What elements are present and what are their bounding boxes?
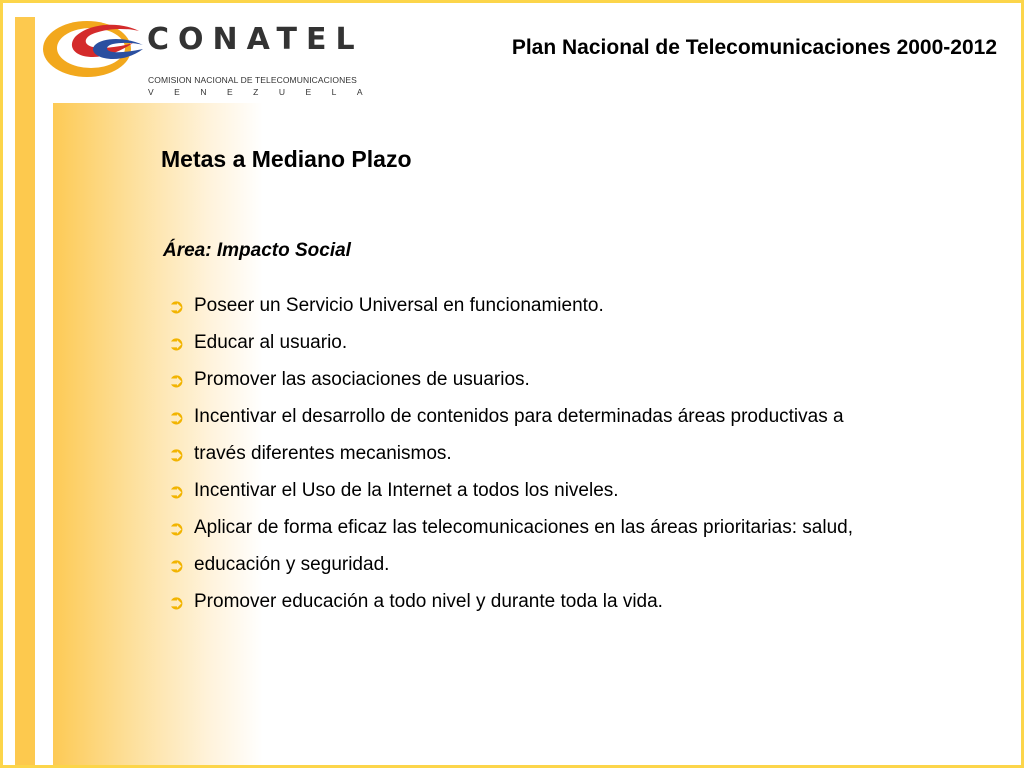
list-item-text: Educar al usuario. [194,331,348,353]
arrow-bullet-icon: ➲ [168,589,185,614]
arrow-bullet-icon: ➲ [168,441,185,466]
arrow-bullet-icon: ➲ [168,367,185,392]
section-title: Área: Impacto Social [163,240,351,261]
goals-list [163,287,1003,620]
logo-country: VENEZUELA [148,87,384,97]
arrow-bullet-icon: ➲ [168,478,185,503]
list-item [163,324,1003,361]
left-accent-gap [35,17,53,768]
list-item-text: Aplicar de forma eficaz las telecomunicaciones en las áreas prioritarias: salud, [194,516,853,538]
logo-subtitle: COMISION NACIONAL DE TELECOMUNICACIONES [148,75,357,85]
list-item [163,472,1003,509]
list-item [163,583,1003,620]
list-item-text: Promover educación a todo nivel y durante toda la vida. [194,590,663,612]
list-item [163,287,1003,324]
conatel-swoosh-icon [41,15,145,79]
left-accent-band [15,17,35,768]
arrow-bullet-icon: ➲ [168,552,185,577]
list-item [163,398,1003,435]
arrow-bullet-icon: ➲ [168,293,185,318]
list-item [163,509,1003,546]
list-item-text: Incentivar el desarrollo de contenidos para determinadas áreas productivas a [194,405,844,427]
header-title: Plan Nacional de Telecomunicaciones 2000-2012 [511,36,997,59]
list-item-text: Promover las asociaciones de usuarios. [194,368,530,390]
arrow-bullet-icon: ➲ [168,404,185,429]
list-item-text: Incentivar el Uso de la Internet a todos los niveles. [194,479,619,501]
list-item-text: educación y seguridad. [194,553,390,575]
list-item-text: Poseer un Servicio Universal en funcionamiento. [194,294,604,316]
list-item [163,546,1003,583]
arrow-bullet-icon: ➲ [168,330,185,355]
page-title: Metas a Mediano Plazo [161,146,412,172]
conatel-logo [41,11,384,101]
arrow-bullet-icon: ➲ [168,515,185,540]
list-item [163,361,1003,398]
logo-wordmark: CONATEL [147,22,364,57]
list-item-text: través diferentes mecanismos. [194,442,452,464]
list-item [163,435,1003,472]
